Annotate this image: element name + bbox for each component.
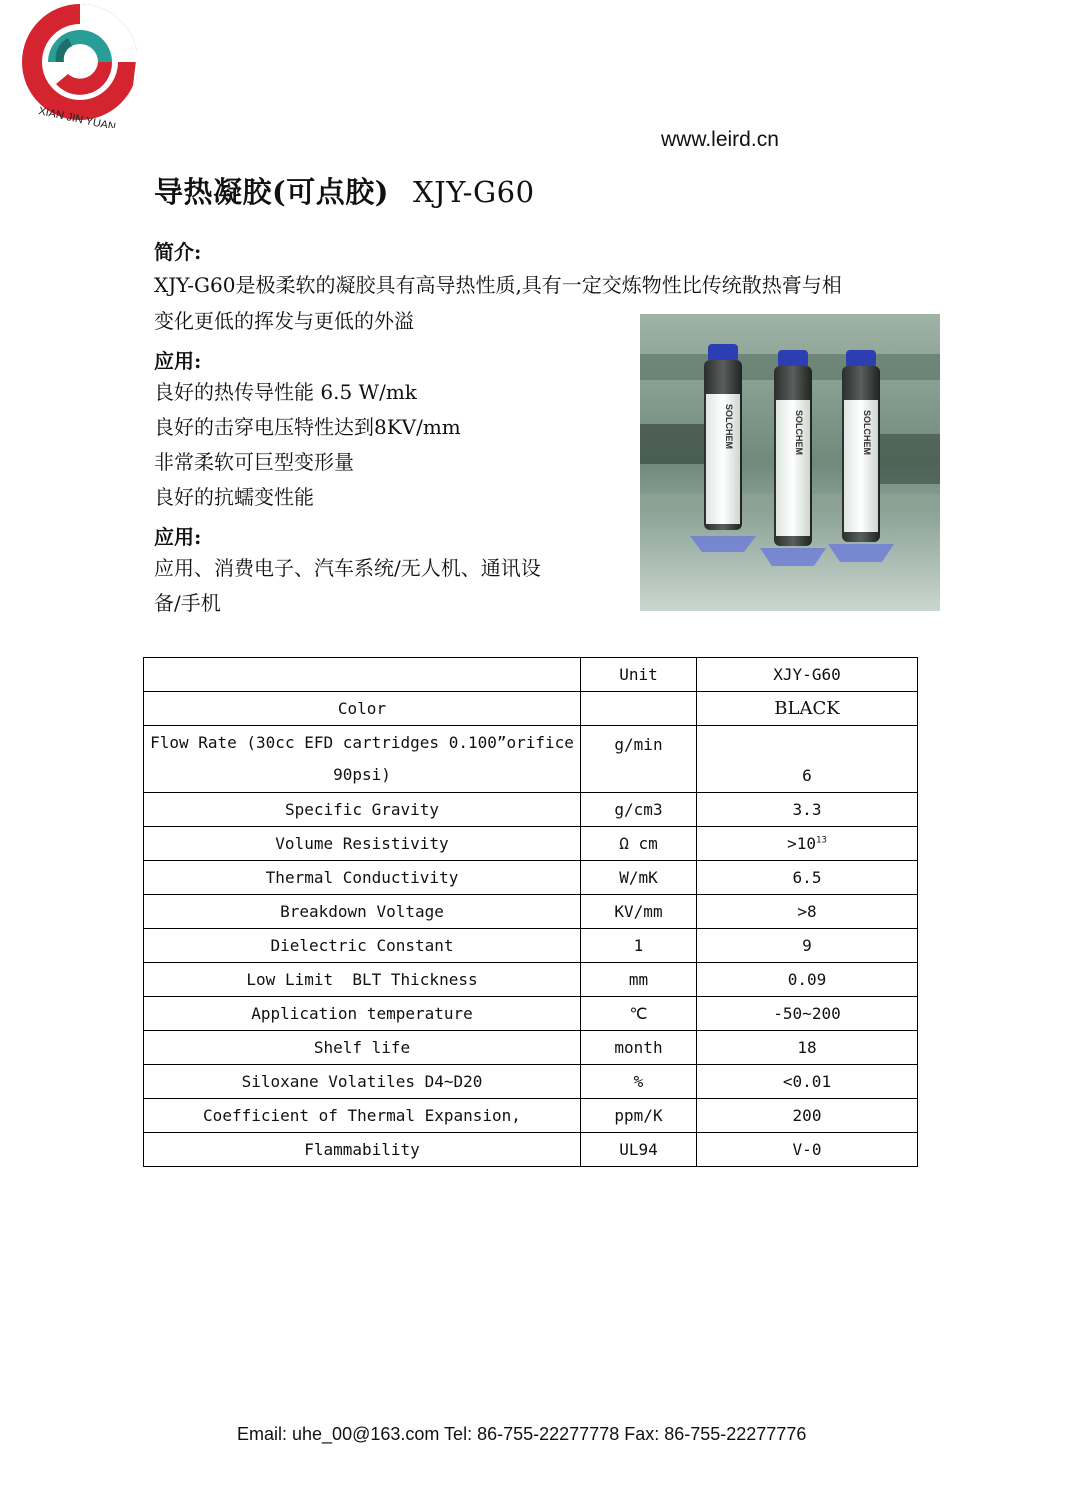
row-value: 0.09: [697, 963, 918, 997]
row-value: <0.01: [697, 1065, 918, 1099]
table-row: [144, 861, 918, 895]
table-row: [144, 997, 918, 1031]
company-logo: [8, 4, 158, 128]
table-row: [144, 827, 918, 861]
row-unit: %: [581, 1065, 697, 1099]
row-unit: month: [581, 1031, 697, 1065]
product-model: XJY-G60: [412, 175, 535, 209]
feature-item: 良好的抗蠕变性能: [154, 485, 314, 509]
row-value: 200: [697, 1099, 918, 1133]
header-value: XJY-G60: [697, 658, 918, 692]
intro-line-2: 变化更低的挥发与更低的外溢: [154, 309, 414, 333]
intro-line-1: XJY-G60是极柔软的凝胶具有高导热性质,具有一定交炼物性比传统散热膏与相: [154, 273, 842, 297]
syringe-brand: SOLCHEM: [724, 404, 734, 449]
row-value: 9: [697, 929, 918, 963]
table-row: [144, 929, 918, 963]
row-property: Specific Gravity: [144, 793, 581, 827]
row-property: [144, 726, 581, 793]
product-photo: [640, 314, 940, 611]
table-row: [144, 1133, 918, 1167]
feature-item: 良好的击穿电压特性达到8KV/mm: [154, 415, 461, 439]
header-unit: Unit: [581, 658, 697, 692]
row-unit: UL94: [581, 1133, 697, 1167]
row-value: >8: [697, 895, 918, 929]
row-property: Dielectric Constant: [144, 929, 581, 963]
table-row: [144, 726, 918, 793]
row-property: Flammability: [144, 1133, 581, 1167]
table-row: [144, 1031, 918, 1065]
feature-item: 良好的热传导性能 6.5 W/mk: [154, 380, 417, 404]
row-property-line-1: Flow Rate (30cc EFD cartridges 0.100”orifice: [150, 733, 574, 752]
table-row: [144, 1065, 918, 1099]
row-value: -50~200: [697, 997, 918, 1031]
table-row: [144, 692, 918, 726]
product-name: 导热凝胶(可点胶): [154, 175, 389, 209]
row-property-line-2: 90psi): [333, 765, 391, 784]
row-property: Color: [144, 692, 581, 726]
logo-text: XIAN JIN YUAN: [37, 105, 117, 128]
row-property: Application temperature: [144, 997, 581, 1031]
table-row: [144, 895, 918, 929]
row-value: [697, 726, 918, 793]
footer-contact: Email: uhe_00@163.com Tel: 86-755-22277778 Fax: 86-755-22277776: [237, 1424, 807, 1444]
intro-heading: 简介:: [154, 240, 202, 264]
row-property: Thermal Conductivity: [144, 861, 581, 895]
row-property: Shelf life: [144, 1031, 581, 1065]
row-value-exponent: 13: [816, 835, 827, 846]
row-value: 18: [697, 1031, 918, 1065]
document-title: [154, 170, 535, 211]
row-value-text: 6: [802, 765, 812, 785]
row-unit: ℃: [581, 997, 697, 1031]
table-row: [144, 793, 918, 827]
features-heading: 应用:: [154, 349, 202, 373]
applications-line-2: 备/手机: [154, 591, 221, 615]
row-property: Siloxane Volatiles D4~D20: [144, 1065, 581, 1099]
syringe-brand: SOLCHEM: [862, 410, 872, 455]
header-property: [144, 658, 581, 692]
feature-item: 非常柔软可巨型变形量: [154, 450, 354, 474]
row-unit: 1: [581, 929, 697, 963]
row-unit: g/cm3: [581, 793, 697, 827]
row-value: 3.3: [697, 793, 918, 827]
row-value: BLACK: [697, 692, 918, 726]
spec-table: [143, 657, 918, 1167]
row-unit-text: g/min: [614, 734, 663, 754]
table-row: [144, 1099, 918, 1133]
applications-line-1: 应用、消费电子、汽车系统/无人机、通讯设: [154, 556, 541, 580]
website-url[interactable]: www.leird.cn: [661, 128, 779, 151]
row-property: Breakdown Voltage: [144, 895, 581, 929]
row-property: Low Limit BLT Thickness: [144, 963, 581, 997]
row-value: [697, 827, 918, 861]
row-unit: W/mK: [581, 861, 697, 895]
row-unit: KV/mm: [581, 895, 697, 929]
row-property: Volume Resistivity: [144, 827, 581, 861]
row-value: V-0: [697, 1133, 918, 1167]
row-value-text: >10: [787, 834, 817, 853]
applications-heading: 应用:: [154, 525, 202, 549]
row-unit: ppm/K: [581, 1099, 697, 1133]
table-row: [144, 963, 918, 997]
row-unit: [581, 726, 697, 793]
syringe-brand: SOLCHEM: [794, 410, 804, 455]
row-property: Coefficient of Thermal Expansion,: [144, 1099, 581, 1133]
row-unit: Ω cm: [581, 827, 697, 861]
row-unit: mm: [581, 963, 697, 997]
row-unit: [581, 692, 697, 726]
table-header-row: [144, 658, 918, 692]
row-value: 6.5: [697, 861, 918, 895]
